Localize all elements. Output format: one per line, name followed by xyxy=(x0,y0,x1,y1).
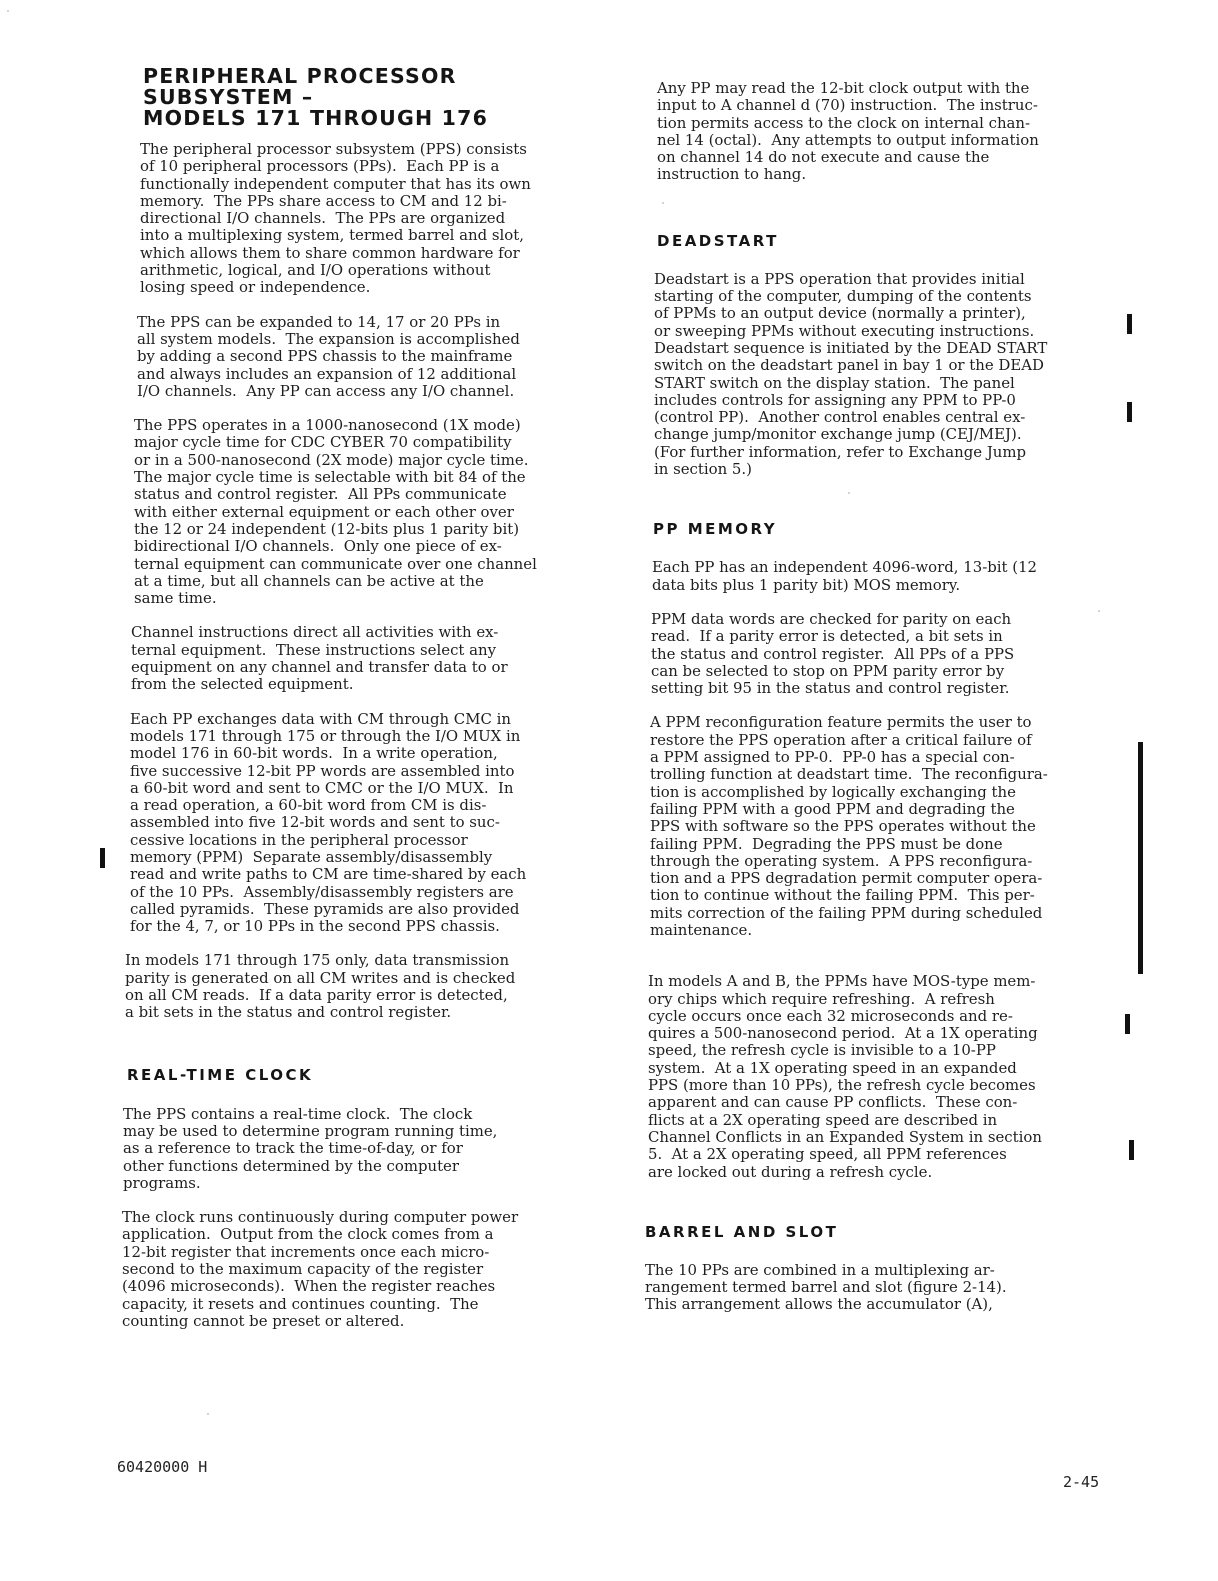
page-number: 2-45 xyxy=(1063,1473,1100,1491)
paragraph-barrel-and-slot: The 10 PPs are combined in a multiplexing ar- rangement termed barrel and slot (figure 2-14). This arrangement allows the accumulator (A), xyxy=(645,1260,1007,1314)
heading-real-time-clock: REAL-TIME CLOCK xyxy=(127,1065,314,1084)
paragraph-ppm-parity: PPM data words are checked for parity on each read. If a parity error is detected, a bit sets in the status and control register. All PPs of a PPS can be selected to stop on PPM parity error by setting bit 95 in the status and control register. xyxy=(651,609,1015,698)
change-bar-refresh-2 xyxy=(1129,1140,1134,1160)
scan-speck xyxy=(662,202,664,204)
scan-speck xyxy=(1098,610,1100,612)
paragraph-pps-expansion: The PPS can be expanded to 14, 17 or 20 PPs in all system models. The expansion is accomplished by adding a second PPS chassis to the mainframe and always includes an expansion of 12 additional I/O channels. Any PP can access any I/O channel. xyxy=(137,312,520,400)
document-number: 60420000 H xyxy=(117,1458,208,1476)
paragraph-pp-data-exchange: Each PP exchanges data with CM through CMC in models 171 through 175 or through the I/O MUX in model 176 in 60-bit words. In a write operation, five successive 12-bit PP words are assembled into a 60-bit word and sent to CMC or the I/O MUX. In a read operation, a 60-bit word from CM is dis- assembled into five 12-bit words and sent to suc- cessive locations in the peripheral processor memory (PPM) Separate assembly/disassembly read and write paths to CM are time-shared by each of the 10 PPs. Assembly/disassembly registers are called pyramids. These pyramids are also provided for the 4, 7, or 10 PPs in the second PPS chassis. xyxy=(130,709,527,936)
heading-pp-memory: PP MEMORY xyxy=(653,520,778,539)
section-title-line-2: MODELS 171 THROUGH 176 xyxy=(143,106,489,130)
paragraph-rtc-operation: The clock runs continuously during computer power application. Output from the clock comes from a 12-bit register that increments once each micro- second to the maximum capacity of the register (4096 microseconds). When the register reaches capacity, it resets and continues counting. The counting cannot be preset or altered. xyxy=(122,1208,519,1330)
change-bar-deadstart-1 xyxy=(1127,314,1132,334)
scan-speck xyxy=(7,10,9,12)
change-bar-refresh-1 xyxy=(1125,1014,1130,1034)
paragraph-ppm-reconfiguration: A PPM reconfiguration feature permits the user to restore the PPS operation after a critical failure of a PPM assigned to PP-0. PP-0 has a special con- trolling function at deadstart time. The reconfigura- tion is accomplished by logically exchanging the failing PPM with a good PPM and degrading the PPS with software so the PPS operates without the failing PPM. Degrading the PPS must be done through the operating system. A PPS reconfigura- tion and a PPS degradation permit computer opera- tion to continue without the failing PPM. This per- mits correction of the failing PPM during scheduled maintenance. xyxy=(650,713,1048,939)
paragraph-channel-instructions: Channel instructions direct all activities with ex- ternal equipment. These instructions select any equipment on any channel and transfer data to or from the selected equipment. xyxy=(131,623,508,694)
scan-speck xyxy=(848,492,850,494)
paragraph-pps-overview: The peripheral processor subsystem (PPS) consists of 10 peripheral processors (PPs). Each PP is a functionally independent computer that has its own memory. The PPs share access to CM and 12 bi- directional I/O channels. The PPs are organized into a multiplexing system, termed barrel and slot, which allows them to share common hardware for arithmetic, logical, and I/O operations without losing speed or independence. xyxy=(140,140,531,297)
paragraph-ppm-refresh: In models A and B, the PPMs have MOS-type mem- ory chips which require refreshing. A refresh cycle occurs once each 32 microseconds and re- quires a 500-nanosecond period. At a 1X operating speed, the refresh cycle is invisible to a 10-PP system. At a 1X operating speed in an expanded PPS (more than 10 PPs), the refresh cycle becomes apparent and can cause PP conflicts. These con- flicts at a 2X operating speed are described in Channel Conflicts in an Expanded System in section 5. At a 2X operating speed, all PPM references are locked out during a refresh cycle. xyxy=(648,972,1042,1181)
section-title-line-1: PERIPHERAL PROCESSOR SUBSYSTEM – xyxy=(143,64,457,109)
section-title xyxy=(143,66,613,129)
change-bar-reconfiguration xyxy=(1138,742,1143,974)
left-column xyxy=(117,66,613,1330)
paragraph-clock-read: Any PP may read the 12-bit clock output with the input to A channel d (70) instruction. The instruc- tion permits access to the clock on internal chan- nel 14 (octal). Any attempts to output information on channel 14 do not execute and cause the instruction to hang. xyxy=(657,79,1039,184)
paragraph-deadstart: Deadstart is a PPS operation that provides initial starting of the computer, dumping of the contents of PPMs to an output device (normally a printer), or sweeping PPMs without executing instructions. Deadstart sequence is initiated by the DEAD START switch on the deadstart panel in bay 1 or the DEAD START switch on the display station. The panel includes controls for assigning any PPM to PP-0 (control PP). Another control enables central ex- change jump/monitor exchange jump (CEJ/MEJ). (For further information, refer to Exchange Jump in section 5.) xyxy=(654,269,1048,479)
paragraph-rtc-intro: The PPS contains a real-time clock. The clock may be used to determine program running time, as a reference to track the time-of-day, or for other functions determined by the computer programs. xyxy=(123,1104,498,1192)
scan-speck xyxy=(207,1413,209,1415)
heading-barrel-and-slot: BARREL AND SLOT xyxy=(645,1222,839,1241)
paragraph-pp-memory-size: Each PP has an independent 4096-word, 13-bit (12 data bits plus 1 parity bit) MOS memory. xyxy=(652,558,1038,594)
right-column xyxy=(645,80,1123,1314)
paragraph-data-parity: In models 171 through 175 only, data transmission parity is generated on all CM writes and is checked on all CM reads. If a data parity error is detected, a bit sets in the status and control register. xyxy=(125,951,516,1022)
paragraph-pps-cycle-time: The PPS operates in a 1000-nanosecond (1X mode) major cycle time for CDC CYBER 70 compatibility or in a 500-nanosecond (2X mode) major cycle time. The major cycle time is selectable with bit 84 of the status and control register. All PPs communicate with either external equipment or each other over the 12 or 24 independent (12-bits plus 1 parity bit) bidirectional I/O channels. Only one piece of ex- ternal equipment can communicate over one channel at a time, but all channels can be active at the same time. xyxy=(134,416,537,608)
change-bar-left-ppm xyxy=(100,848,105,868)
change-bar-deadstart-2 xyxy=(1127,402,1132,422)
heading-deadstart: DEADSTART xyxy=(657,231,779,250)
